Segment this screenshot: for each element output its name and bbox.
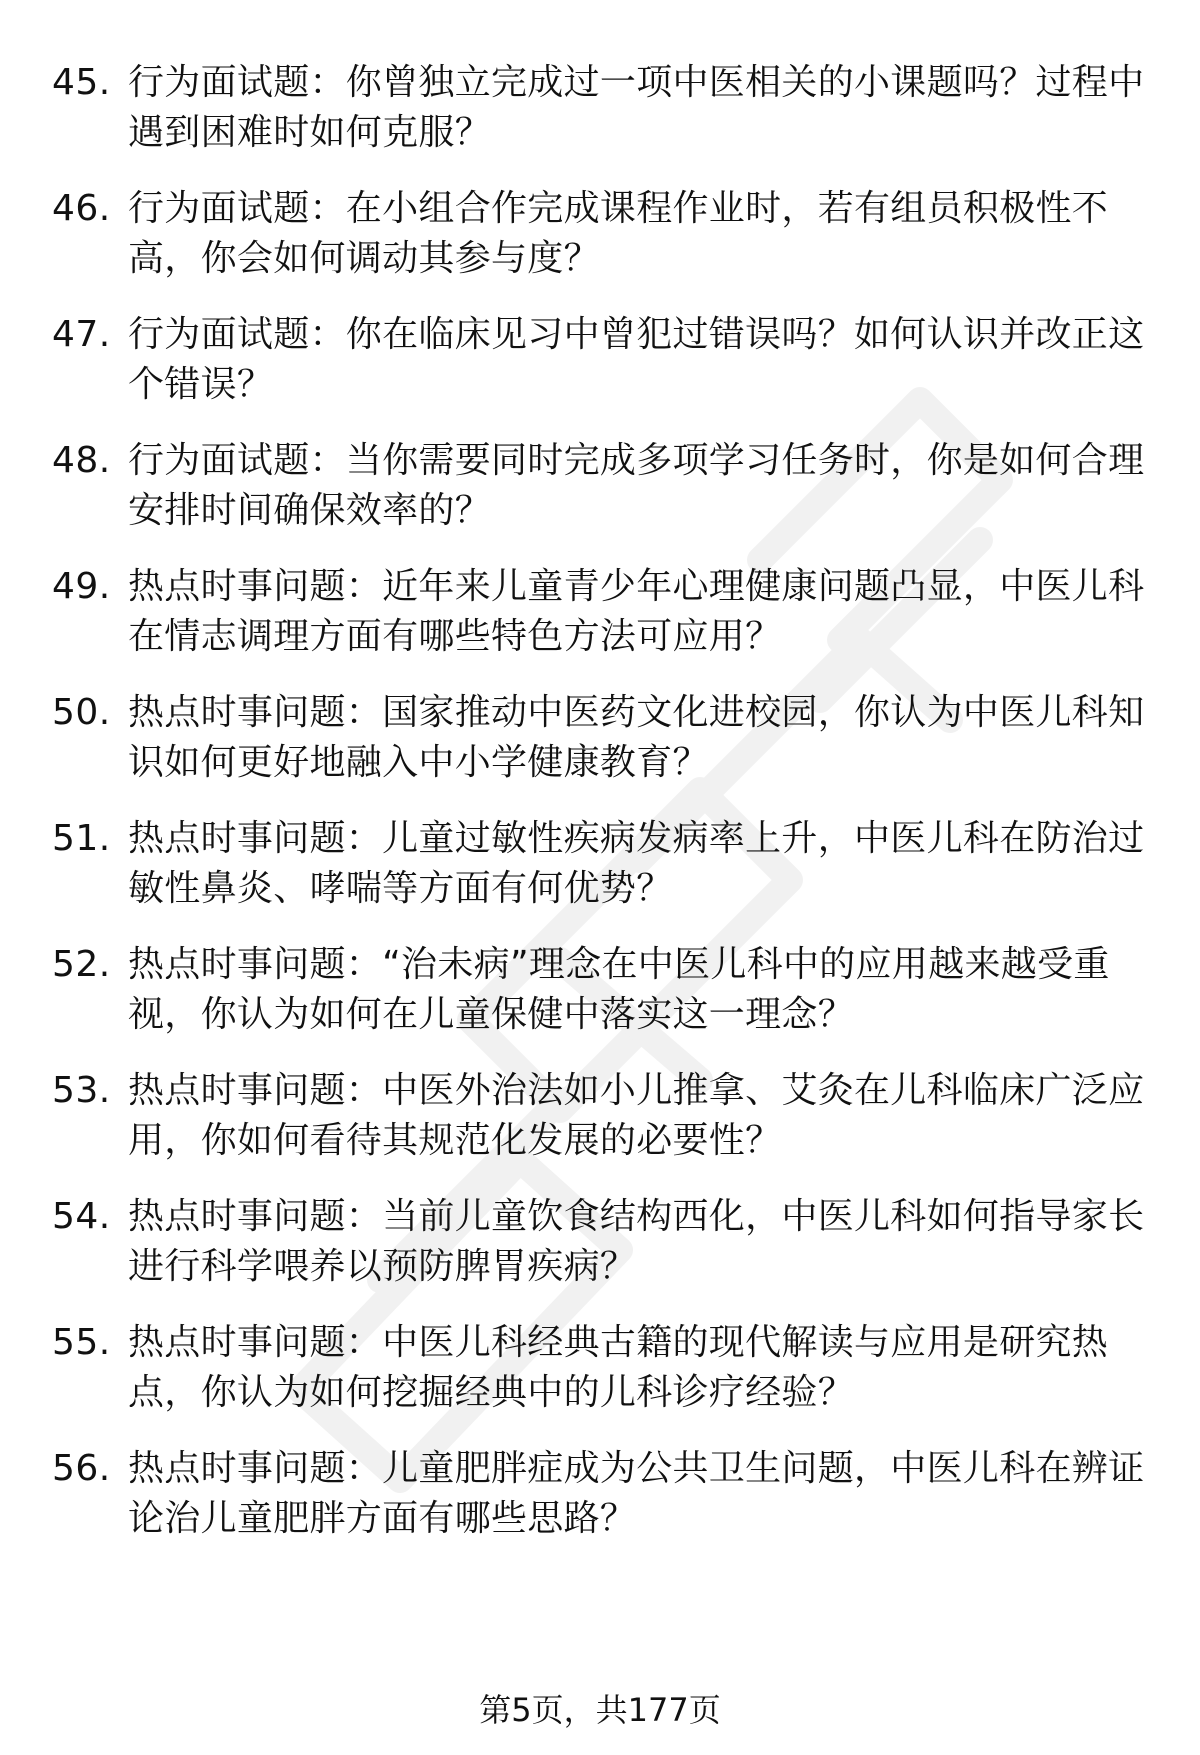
question-item xyxy=(52,814,1152,914)
question-text: 行为面试题：在小组合作完成课程作业时，若有组员积极性不高，你会如何调动其参与度？ xyxy=(128,188,1109,279)
question-number: 56. xyxy=(52,1448,111,1489)
question-item xyxy=(52,688,1152,788)
question-text: 热点时事问题：儿童肥胖症成为公共卫生问题，中医儿科在辨证论治儿童肥胖方面有哪些思路？ xyxy=(128,1448,1145,1539)
question-number: 49. xyxy=(52,566,111,607)
question-item xyxy=(52,310,1152,410)
question-number: 54. xyxy=(52,1196,111,1237)
question-text: 行为面试题：你曾独立完成过一项中医相关的小课题吗？过程中遇到困难时如何克服？ xyxy=(128,62,1145,153)
question-text: 热点时事问题：中医外治法如小儿推拿、艾灸在儿科临床广泛应用，你如何看待其规范化发展的必要性？ xyxy=(128,1070,1145,1161)
page-footer: 第5页，共177页 xyxy=(479,1691,721,1729)
question-text: 热点时事问题：当前儿童饮食结构西化，中医儿科如何指导家长进行科学喂养以预防脾胃疾病？ xyxy=(128,1196,1145,1287)
question-item xyxy=(52,1066,1152,1166)
question-number: 47. xyxy=(52,314,111,355)
question-text: 热点时事问题：儿童过敏性疾病发病率上升，中医儿科在防治过敏性鼻炎、哮喘等方面有何优势？ xyxy=(128,818,1145,909)
question-item xyxy=(52,436,1152,536)
question-text: 热点时事问题：近年来儿童青少年心理健康问题凸显，中医儿科在情志调理方面有哪些特色方法可应用？ xyxy=(128,566,1145,657)
question-item xyxy=(52,58,1152,158)
question-number: 55. xyxy=(52,1322,111,1363)
question-item xyxy=(52,562,1152,662)
question-item xyxy=(52,1318,1152,1418)
question-list xyxy=(52,58,1152,1570)
question-text: 行为面试题：当你需要同时完成多项学习任务时，你是如何合理安排时间确保效率的？ xyxy=(128,440,1145,531)
question-item xyxy=(52,1444,1152,1544)
question-text: 热点时事问题：中医儿科经典古籍的现代解读与应用是研究热点，你认为如何挖掘经典中的儿科诊疗经验？ xyxy=(128,1322,1109,1413)
question-number: 48. xyxy=(52,440,111,481)
question-number: 46. xyxy=(52,188,111,229)
question-item xyxy=(52,940,1152,1040)
question-text: 行为面试题：你在临床见习中曾犯过错误吗？如何认识并改正这个错误？ xyxy=(128,314,1145,405)
question-number: 45. xyxy=(52,62,111,103)
question-number: 52. xyxy=(52,944,111,985)
question-number: 51. xyxy=(52,818,111,859)
question-number: 53. xyxy=(52,1070,111,1111)
question-number: 50. xyxy=(52,692,111,733)
question-text: 热点时事问题：“治未病”理念在中医儿科中的应用越来越受重视，你认为如何在儿童保健中落实这一理念？ xyxy=(128,944,1110,1035)
question-item xyxy=(52,1192,1152,1292)
question-text: 热点时事问题：国家推动中医药文化进校园，你认为中医儿科知识如何更好地融入中小学健康教育？ xyxy=(128,692,1145,783)
question-item xyxy=(52,184,1152,284)
